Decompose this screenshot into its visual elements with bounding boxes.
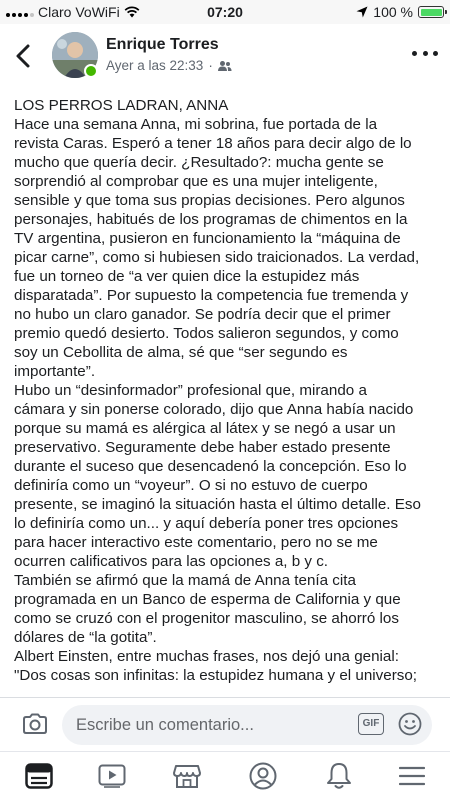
tab-marketplace[interactable] [172, 762, 202, 790]
online-status-dot [84, 64, 98, 78]
video-icon [98, 764, 126, 788]
post-text-line: Hubo un “desinformador” profesional que, mirando a [14, 382, 367, 399]
meta-separator: · [208, 58, 213, 73]
more-options-icon [412, 51, 417, 56]
emoji-button[interactable] [398, 712, 422, 736]
poster-name[interactable]: Enrique Torres [106, 36, 219, 53]
post-text-line: mucho que quería decir. ¿Resultado?: mucha gente se [14, 154, 384, 171]
post-text-line: fue un torneo de “a ver quien dice la estupidez más [14, 268, 360, 285]
post-text-line: soy un Cebollita de alma, sé que “ser segundo es [14, 344, 348, 361]
profile-icon [249, 762, 277, 790]
gif-icon[interactable]: GIF [358, 713, 384, 735]
post-title-line: LOS PERROS LADRAN, ANNA [14, 97, 229, 114]
tab-notifications[interactable] [324, 762, 354, 790]
location-arrow-icon [356, 6, 368, 18]
post-text-line: sensible y que toma sus propias decisiones. Pero algunos [14, 192, 405, 209]
comment-placeholder: Escribe un comentario... [76, 716, 254, 734]
post-text-line: como se cruzó con el progenitor masculino, se ahorró los [14, 610, 399, 627]
post-text-line: disparatada”. Por supuesto la competencia fue tremenda y [14, 287, 409, 304]
camera-icon [22, 713, 48, 735]
post-text-line: sorprendió al comprobar que es una mujer inteligente, [14, 173, 378, 190]
post-text-line: personajes, habitués de los programas de chimentos en la [14, 211, 408, 228]
emoji-icon [398, 712, 422, 736]
bell-icon [326, 762, 352, 790]
post-text-line: revista Caras. Esperó a tener 18 años para decir algo de lo [14, 135, 412, 152]
battery-percent: 100 % [373, 4, 413, 20]
status-bar [0, 0, 450, 24]
carrier-label: Claro VoWiFi [38, 4, 120, 20]
post-text-line: TV argentina, pusieron en funcionamiento la “máquina de [14, 230, 401, 247]
more-options-button[interactable] [412, 48, 438, 58]
tab-bar [0, 751, 450, 800]
post-text-line: lo definiría como un... y aquí debería poner tres opciones [14, 515, 399, 532]
post-text-line: También se afirmó que la mamá de Anna tenía cita [14, 572, 356, 589]
battery-fill [421, 9, 442, 16]
comment-input[interactable] [62, 705, 432, 745]
post-text-line: durante el suceso que desencadenó la concepción. Eso lo [14, 458, 407, 475]
post-text-line: premio quedó desierto. Todos salieron segundos, y como [14, 325, 399, 342]
post-text-line: para hacer interactivo este comentario, pero no se me [14, 534, 378, 551]
post-text-line: definiría como un “voyeur”. O si no estuvo de cuerpo [14, 477, 368, 494]
post-body [14, 96, 444, 696]
post-text-line: ocurren calificativos para las opciones a, b y c. [14, 553, 329, 570]
post-timestamp[interactable]: Ayer a las 22:33 [106, 58, 204, 73]
news-feed-icon [25, 763, 53, 789]
comment-bar [0, 697, 450, 751]
post-header [0, 24, 450, 86]
post-text-line: cámara y sin ponerse colorado, dijo que Anna había nacido [14, 401, 414, 418]
post-text-line: programada en un Banco de esperma de California y que [14, 591, 401, 608]
post-text-line: no hubo un claro ganador. Se podría decir que el primer [14, 306, 391, 323]
tab-menu[interactable] [397, 762, 427, 790]
post-text-line: Albert Einsten, entre muchas frases, nos dejó una genial: [14, 648, 399, 665]
post-meta [106, 58, 232, 73]
battery-icon [418, 6, 444, 18]
tab-profile[interactable] [248, 762, 278, 790]
post-text-line: Hace una semana Anna, mi sobrina, fue portada de la [14, 116, 378, 133]
post-text-line: picar carne”, como si hubiesen sido traicionados. La verdad, [14, 249, 420, 266]
tab-watch[interactable] [97, 762, 127, 790]
friends-icon [218, 60, 232, 72]
post-text-line: dólares de “la gotita”. [14, 629, 157, 646]
post-text-line: preservativo. Seguramente debe haber estado presente [14, 439, 391, 456]
menu-icon [399, 765, 425, 787]
back-button[interactable] [12, 42, 36, 70]
tab-news-feed[interactable] [24, 762, 54, 790]
marketplace-icon [173, 763, 201, 789]
post-text-line: importante”. [14, 363, 96, 380]
post-text-line: "Dos cosas son infinitas: la estupidez humana y el universo; [14, 667, 418, 684]
back-chevron-icon [12, 42, 36, 70]
post-text-line: porque su mamá es alérgica al látex y se negó a usar un [14, 420, 396, 437]
camera-button[interactable] [22, 713, 48, 735]
status-time: 07:20 [207, 4, 243, 20]
status-right [356, 4, 444, 20]
post-text-line: presente, se imaginó la situación hasta el último detalle. Eso [14, 496, 421, 513]
